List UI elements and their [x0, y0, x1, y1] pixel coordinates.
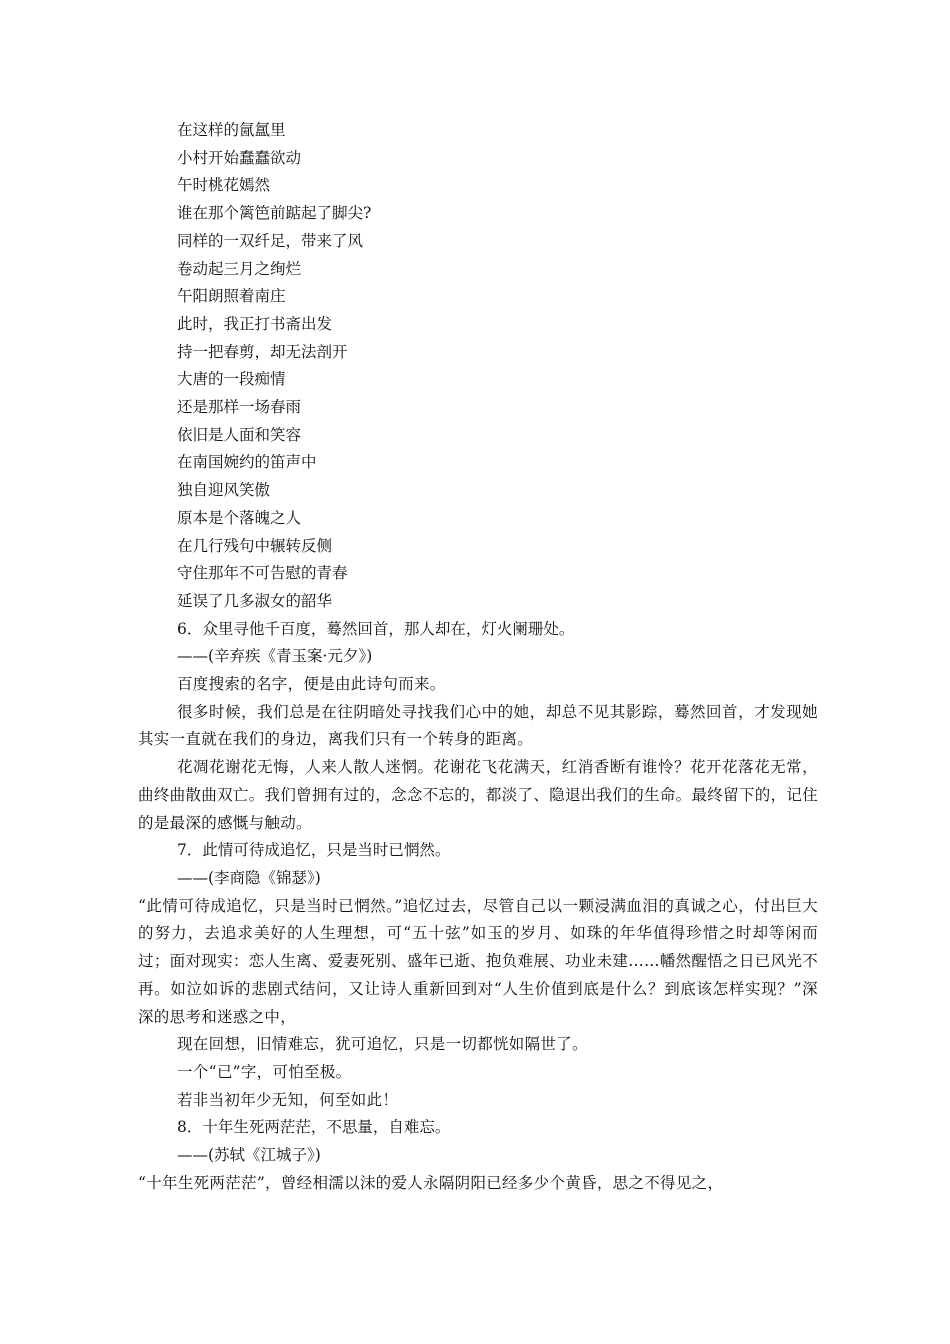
poem-line: 依旧是人面和笑容	[177, 425, 302, 444]
section-8	[138, 1114, 818, 1197]
section-6-quote: 6．众里寻他千百度，蓦然回首，那人却在，灯火阑珊处。	[177, 619, 575, 638]
poem-line: 同样的一双纤足，带来了风	[177, 231, 364, 250]
poem-line: 还是那样一场春雨	[177, 398, 302, 417]
poem-line: 守住那年不可告慰的青春	[177, 564, 348, 583]
poem-line: 卷动起三月之绚烂	[177, 259, 302, 278]
section-6-paragraph: 很多时候，我们总是在往阴暗处寻找我们心中的她，却总不见其影踪，蓦然回首，才发现她其实一直就在我们的身边，离我们只有一个转身的距离。	[138, 702, 818, 749]
section-6-paragraph: 花凋花谢花无悔，人来人散人迷惘。花谢花飞花满天，红消香断有谁怜？花开花落花无常，曲终曲散曲双亡。我们曾拥有过的，念念不忘的，都淡了、隐退出我们的生命。最终留下的，记住的是最深的感慨与触动。	[138, 758, 818, 832]
document-body	[138, 117, 818, 1197]
poem-line: 大唐的一段痴情	[177, 370, 286, 389]
section-7-quote: 7．此情可待成追忆，只是当时已惘然。	[177, 841, 451, 860]
poem-line: 小村开始蠢蠢欲动	[177, 148, 302, 167]
section-6	[138, 616, 818, 838]
section-6-paragraph: 百度搜索的名字，便是由此诗句而来。	[177, 675, 446, 694]
poem-line: 原本是个落魄之人	[177, 508, 302, 527]
poem-line: 谁在那个篱笆前踮起了脚尖?	[177, 204, 372, 223]
section-8-paragraph: “十年生死两茫茫”，曾经相濡以沫的爱人永隔阴阳已经多少个黄昏，思之不得见之，	[138, 1173, 724, 1192]
section-7-paragraph: 现在回想，旧情难忘，犹可追忆，只是一切都恍如隔世了。	[177, 1035, 588, 1054]
section-7-paragraph: 一个“已”字，可怕至极。	[177, 1062, 352, 1081]
poem-line: 在几行残句中辗转反侧	[177, 536, 333, 555]
section-6-source: ——(辛弃疾《青玉案·元夕》)	[177, 647, 373, 666]
section-7	[138, 837, 818, 1114]
poem-line: 午时桃花嫣然	[177, 176, 271, 195]
poem-line: 此时，我正打书斋出发	[177, 314, 333, 333]
section-8-quote: 8．十年生死两茫茫，不思量，自难忘。	[177, 1118, 451, 1137]
poem-line: 午阳朗照着南庄	[177, 287, 286, 306]
section-7-paragraph: 若非当初年少无知，何至如此！	[177, 1090, 399, 1109]
poem-line: 持一把春剪，却无法剖开	[177, 342, 348, 361]
poem-line: 独自迎风笑傲	[177, 481, 271, 500]
poem-line: 在这样的氤氲里	[177, 121, 286, 139]
poem	[138, 117, 818, 616]
section-7-source: ——(李商隐《锦瑟》)	[177, 868, 321, 887]
section-8-source: ——(苏轼《江城子》)	[177, 1146, 321, 1165]
section-7-paragraph: “此情可待成追忆，只是当时已惘然。”追忆过去，尽管自己以一颗浸满血泪的真诚之心，付出巨大的努力，去追求美好的人生理想，可“五十弦”如玉的岁月、如珠的年华值得珍惜之时却等闲而过；面对现实：恋人生离、爱妻死别、盛年已逝、抱负难展、功业未建……幡然醒悟之日已风光不再。如泣如诉的悲剧式结问，又让诗人重新回到对“人生价值到底是什么？到底该怎样实现？”深深的思考和迷惑之中，	[138, 896, 818, 1026]
poem-line: 在南国婉约的笛声中	[177, 453, 317, 472]
poem-line: 延误了几多淑女的韶华	[177, 591, 333, 610]
